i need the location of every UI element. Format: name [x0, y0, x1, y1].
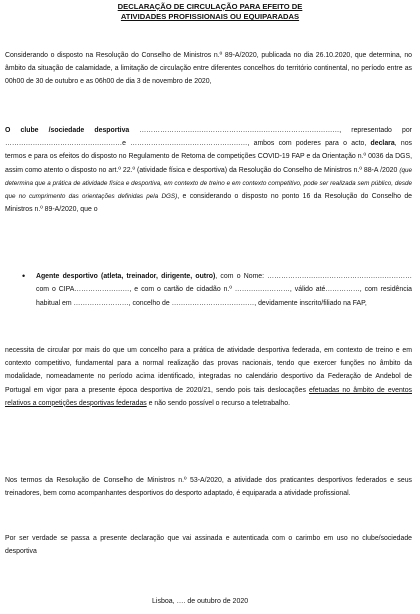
paragraph-considerando: Considerando o disposto na Resolução do Conselho de Ministros n.º 89-A/2020, publicada no dia 26.10.2020, que determina, no âmbito da situação de calamidade, a limitação de circulação entre diferentes concelhos do território continental, no período entre as 00h00 de 30 de outubro e as 06h00 de dia 3 de novembro de 2020, [5, 52, 412, 86]
paragraph-resolucao: Nos termos da Resolução de Conselho de Ministros n.º 53-A/2020, a atividade dos praticantes desportivos federados e seus treinadores, bem como acompanhantes desportivos do desporto adaptado, é equiparada a atividade profissional. [5, 477, 412, 498]
club-text-a: ……………………………………………………………………………, representado por ……………………………………………e ……………………………………………, ambos com poderes para o acto, [5, 127, 412, 148]
document-title [60, 2, 360, 22]
agent-bullet [36, 270, 412, 310]
title-line-1: DECLARAÇÃO DE CIRCULAÇÃO PARA EFEITO DE [117, 2, 303, 11]
agent-label: Agente desportivo (atleta, treinador, dirigente, outro) [36, 273, 216, 280]
signature-date-line: Lisboa, …. de outubro de 2020 [152, 598, 249, 605]
necessita-underline: efetuadas no âmbito de eventos relativos a competições desportivas federadas [5, 386, 412, 407]
club-text-italic: (que determina que a prática de atividade física e desportiva, em contexto de treino e em contexto competitivo, pode ser realizada sem público, desde que no cumprimento das orientações definidas pela DGS) [5, 166, 412, 201]
declara-word: declara [370, 140, 395, 148]
paragraph-verdade: Por ser verdade se passa a presente declaração que vai assinada e autenticada com o carimbo em uso no clube/sociedade desportiva [5, 535, 412, 556]
paragraph-necessita [5, 344, 412, 410]
necessita-text-b: e não sendo possível o recurso a teletrabalho. [146, 399, 290, 407]
paragraph-declaracao [5, 124, 412, 216]
club-text-c: , e considerando o disposto no ponto 16 da Resolução do Conselho de Ministros n.º 89-A/2020, que o [5, 193, 412, 214]
agent-text: , com o Nome: ……………………………………………………… com o CIPA……………………, e com o cartão de cidadão n.º ……………………, válido até……………, com residência habitual em ……………………, concelho de ………………………………, devidamente inscrito/filiado na FAP, [36, 273, 412, 307]
bullet-icon: • [22, 271, 26, 281]
club-text-b: , nos termos e para os efeitos do disposto no Regulamento de Retoma de competições COVID-19 FAP e da Orientação n.º 0036 da DGS, assim como atento o disposto no art.º 22.º (atividade física e desportiva) da Resolução do Conselho de Ministros n.º 88-A /2020 [5, 140, 412, 174]
title-line-2: ATIVIDADES PROFISSIONAIS OU EQUIPARADAS [120, 12, 300, 21]
club-label: O clube /sociedade desportiva [5, 127, 130, 134]
necessita-text-a: necessita de circular por mais do que um concelho para a prática de atividade desportiva federada, em contexto de treino e em contexto competitivo, fundamental para a normal realização das provas nacionais, tendo que exercer funções no âmbito da modalidade, nomeadamente no período acima identificado, integradas no calendário desportivo da Federação de Andebol de Portugal em vigor para a presente época desportiva de 2020/21, sendo pois tais deslocações [5, 347, 412, 394]
